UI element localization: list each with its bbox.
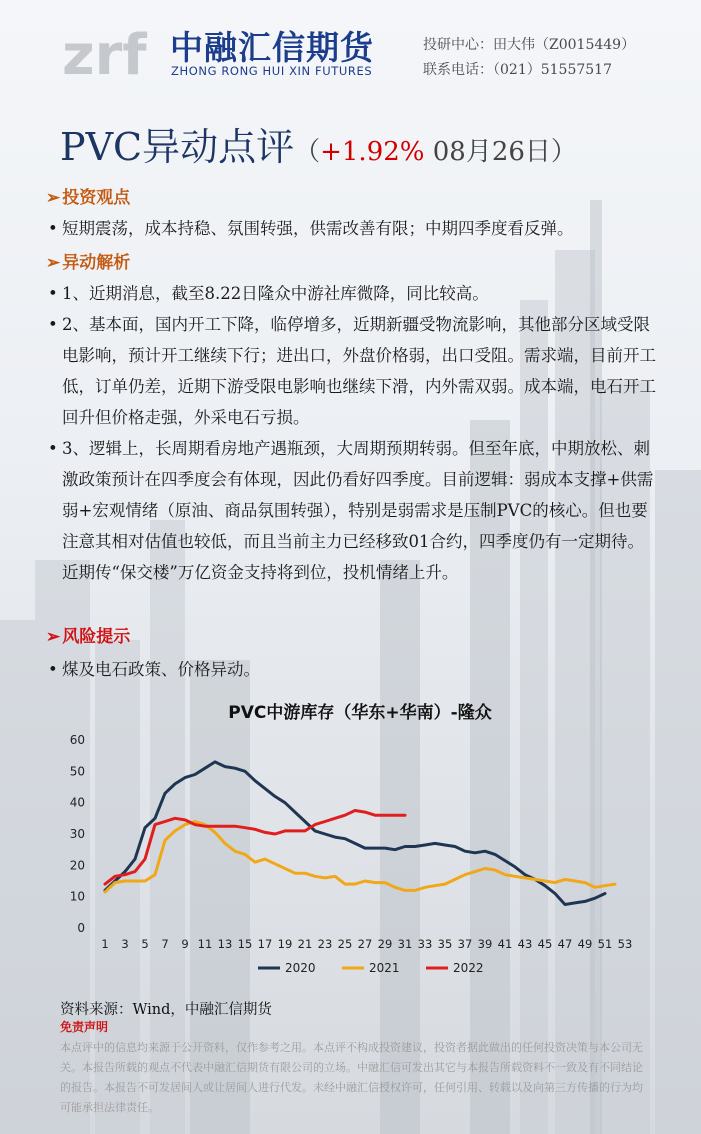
section-title: 异动解析	[62, 253, 131, 273]
arrow-icon: ➢	[46, 253, 61, 273]
x-tick-label: 23	[317, 937, 333, 951]
x-tick-label: 53	[617, 937, 633, 951]
list-item-text: 1、近期消息，截至8.22日隆众中游社库微降，同比较高。	[62, 284, 489, 303]
y-tick-label: 60	[69, 733, 85, 747]
list-item-text: 2、基本面，国内开工下降，临停增多，近期新疆受物流影响，其他部分区域受限电影响，预计开工继续下行；进出口，外盘价格弱，出口受阻。需求端，目前开工低，订单仍差，近期下游受限电影响也继续下滑，内外需双弱。成本端，电石开工回升但价格走强，外采电石亏损。	[62, 315, 656, 427]
x-tick-label: 7	[161, 937, 169, 951]
x-tick-label: 37	[457, 937, 473, 951]
list-item	[48, 309, 660, 433]
x-tick-label: 35	[437, 937, 453, 951]
y-tick-label: 20	[69, 858, 85, 873]
y-tick-label: 30	[69, 827, 85, 841]
arrow-icon: ➢	[46, 627, 61, 647]
contact-phone: 联系电话：（021）51557517	[423, 62, 612, 78]
x-tick-label: 9	[181, 937, 189, 951]
y-tick-label: 0	[77, 921, 85, 935]
y-tick-label: 40	[69, 795, 85, 810]
list-item	[48, 654, 660, 685]
list-item-text: 短期震荡，成本持稳、氛围转强，供需改善有限；中期四季度看反弹。	[62, 219, 574, 238]
title-open-paren: （	[294, 137, 321, 167]
disclaimer-text: 本点评中的信息均来源于公开资料，仅作参考之用。本点评不构成投资建议，投资者据此做出的任何投资决策与本公司无关。本报告所载的观点不代表中融汇信期货有限公司的立场。中融汇信可发出其它与本报告所载资料不一致及有不同结论的报告。本报告不可发居间人或让居间人进行代发。未经中融汇信授权许可，任何引用、转载以及向第三方传播的行为均可能承担法律责任。	[60, 1041, 643, 1114]
bullet-icon: •	[48, 219, 58, 238]
logo-english-name: ZHONG RONG HUI XIN FUTURES	[171, 64, 373, 78]
list-item-text: 3、逻辑上，长周期看房地产遇瓶颈，大周期预期转弱。但至年底，中期放松、刺激政策预计在四季度会有体现，因此仍看好四季度。目前逻辑：弱成本支撑+供需弱+宏观情绪（原油、商品氛围转强），特别是弱需求是压制PVC的核心。但也要注意其相对估值也较低，而且当前主力已经移致01合约，四季度仍有一定期待。近期传“保交楼”万亿资金支持将到位，投机情绪上升。	[62, 439, 654, 582]
x-tick-label: 3	[121, 937, 129, 951]
title-date: 08月26日）	[424, 137, 577, 167]
section-analysis	[46, 248, 130, 273]
y-tick-label: 10	[69, 889, 85, 904]
title-percent-change: +1.92%	[320, 137, 425, 167]
bullet-icon: •	[48, 284, 58, 303]
section-title: 投资观点	[62, 188, 131, 208]
y-tick-label: 50	[69, 764, 85, 779]
data-source: 资料来源：Wind，中融汇信期货	[60, 1002, 272, 1018]
bullet-icon: •	[48, 315, 58, 334]
section-risk	[46, 622, 130, 647]
list-item	[48, 278, 660, 309]
logo-mark: zrf	[62, 23, 147, 82]
x-tick-label: 27	[357, 937, 373, 951]
disclaimer-title: 免责声明	[60, 1020, 109, 1034]
x-tick-label: 1	[101, 937, 109, 951]
x-tick-label: 21	[297, 937, 313, 951]
x-tick-label: 33	[417, 937, 433, 951]
x-tick-label: 17	[257, 937, 273, 951]
x-tick-label: 41	[497, 937, 513, 951]
section-investment-view	[46, 183, 130, 208]
x-tick-label: 25	[337, 937, 353, 951]
list-item-text: 煤及电石政策、价格异动。	[62, 660, 260, 679]
x-tick-label: 15	[237, 937, 253, 951]
legend-label: 2021	[369, 961, 400, 975]
legend-label: 2022	[453, 961, 484, 975]
x-tick-label: 47	[557, 937, 573, 951]
x-tick-label: 11	[197, 937, 213, 951]
list-item	[48, 433, 660, 588]
title-main: PVC异动点评	[60, 125, 295, 169]
bullet-icon: •	[48, 439, 58, 458]
x-tick-label: 31	[397, 937, 413, 951]
bullet-icon: •	[48, 660, 58, 679]
x-tick-label: 45	[537, 937, 553, 951]
x-tick-label: 51	[597, 937, 613, 951]
x-tick-label: 5	[141, 937, 149, 951]
arrow-icon: ➢	[46, 188, 61, 208]
section-title: 风险提示	[62, 627, 131, 647]
x-tick-label: 43	[517, 937, 533, 951]
x-tick-label: 13	[217, 937, 233, 951]
x-tick-label: 19	[277, 937, 293, 951]
list-item	[48, 213, 660, 244]
series-line-2021	[105, 822, 615, 893]
x-tick-label: 39	[477, 937, 493, 951]
inventory-chart	[60, 690, 670, 990]
legend-label: 2020	[285, 961, 316, 975]
contact-research-center: 投研中心：田大伟（Z0015449）	[423, 37, 636, 53]
logo-chinese-name: 中融汇信期货	[170, 28, 374, 67]
x-tick-label: 29	[377, 937, 393, 951]
chart-title: PVC中游库存（华东+华南）-隆众	[228, 703, 492, 723]
page-title	[60, 116, 577, 171]
chart-plot	[60, 690, 670, 990]
x-tick-label: 49	[577, 937, 593, 951]
